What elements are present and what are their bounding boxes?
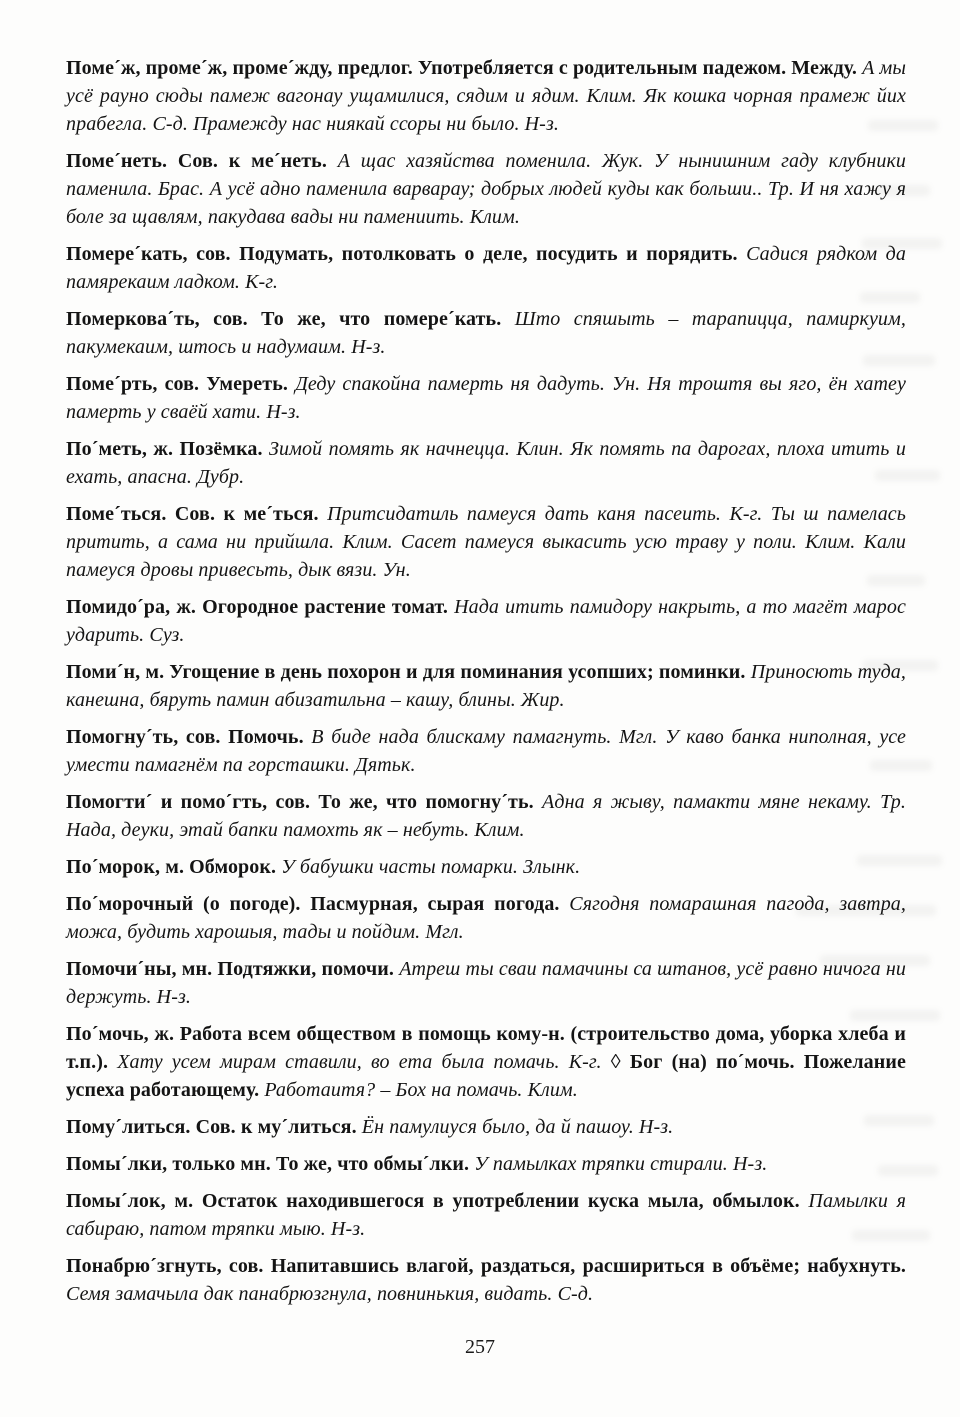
entry-headword-definition: Помогти´ и помо´гть, сов. То же, что помогну´ть. xyxy=(66,791,543,813)
entry-quotation: Садися рядком да памярекаим ладком. К-г. xyxy=(66,243,906,293)
entry-headword-definition: Поме´рть, сов. Умереть. xyxy=(66,373,296,395)
entry-headword-definition: Поме´неть. Сов. к ме´неть. xyxy=(66,150,338,172)
entry-quotation: Нада итить памидору накрыть, а то магёт марос ударить. Суз. xyxy=(66,596,906,646)
entry-headword-definition: По´мочь, ж. Работа всем обществом в помощь кому-н. (строительство дома, уборка хлеба и т.п.). xyxy=(66,1023,906,1073)
dictionary-entry xyxy=(66,788,906,844)
dictionary-entry xyxy=(66,723,906,779)
dictionary-entry xyxy=(66,1113,906,1141)
dictionary-entry xyxy=(66,955,906,1011)
dictionary-entry xyxy=(66,593,906,649)
dictionary-entry xyxy=(66,54,906,138)
dictionary-entry xyxy=(66,658,906,714)
entry-headword-definition: Помогну´ть, сов. Помочь. xyxy=(66,726,312,748)
page-number: 257 xyxy=(465,1336,495,1358)
entry-headword-definition: Померкова´ть, сов. То же, что помере´кать. xyxy=(66,308,515,330)
dictionary-entry xyxy=(66,1187,906,1243)
dictionary-entry xyxy=(66,305,906,361)
entry-quotation: Сягодня помарашная пагода, завтра, можа, будить харошыя, тады и пойдим. Мгл. xyxy=(66,893,906,943)
entry-headword-definition: Поме´ться. Сов. к ме´ться. xyxy=(66,503,328,525)
entry-quotation: А мы усё рауно сюды памеж вагонау ущамилися, сядим и ядим. Клим. Як кошка чорная прамеж йих прабегла. С-д. Прамежду нас ниякай ссоры ни было. Н-з. xyxy=(66,57,907,135)
dictionary-entry xyxy=(66,853,906,881)
dictionary-entry xyxy=(66,1252,906,1308)
entry-quotation: Ён памулиуся было, да й пашоу. Н-з. xyxy=(361,1116,674,1138)
entry-quotation: У памылках тряпки стирали. Н-з. xyxy=(474,1153,768,1175)
entry-quotation: Што спяшыть – тарапицца, памиркуим, пакумекаим, штось и надумаим. Н-з. xyxy=(66,308,906,358)
dictionary-entry xyxy=(66,890,906,946)
entry-headword-definition: Поме´ж, проме´ж, проме´жду, предлог. Употребляется с родительным падежом. Между. xyxy=(66,57,863,79)
dictionary-entry xyxy=(66,1020,906,1104)
entry-quotation: Памылки я сабираю, патом тряпки мыю. Н-з. xyxy=(66,1190,906,1240)
entry-headword-definition: Пому´литься. Сов. к му´литься. xyxy=(66,1116,362,1138)
entry-headword-definition: Понабрю´згнуть, сов. Напитавшись влагой, раздаться, расшириться в объёме; набухнуть. xyxy=(66,1255,906,1277)
entry-headword-definition: ◊ Бог (на) по´мочь. Пожелание успеха работающему. xyxy=(66,1051,906,1101)
entry-quotation: А щас хазяйства поменила. Жук. У нынишним гаду клубники паменила. Брас. А усё адно паменила варварау; добрых людей куды как больши.. Тр. И ня хажу я боле за щавлям, пакудава вады ни памениить. Клим. xyxy=(66,150,906,228)
entry-quotation: У бабушки часты помарки. Злынк. xyxy=(281,856,581,878)
entry-quotation: Приносють туда, канешна, бяруть памин абизатильна – кашу, блины. Жир. xyxy=(66,661,906,711)
entry-quotation: Деду спакойна памерть ня дадуть. Ун. Ня троштя вы яго, ён хатеу памерть у сваёй хати. Н-з. xyxy=(66,373,906,423)
entry-headword-definition: Помочи´ны, мн. Подтяжки, помочи. xyxy=(66,958,400,980)
entry-headword-definition: Помидо´ра, ж. Огородное растение томат. xyxy=(66,596,455,618)
entry-quotation: Атреш ты сваи памачины са штанов, усё равно ничога ни держуть. Н-з. xyxy=(66,958,906,1008)
entry-quotation: Хату усем мирам ставили, во ета была помачь. К-г. xyxy=(117,1051,611,1073)
dictionary-entry xyxy=(66,435,906,491)
entry-quotation: Притсидатиль памеуся дать каня пасеить. К-г. Ты ш памелась притить, а сама ни прийшла. Клим. Сасет памеуся выкасить усю траву у поли. Клим. Кали памеуся дровы привесьть, дык вязи. Ун. xyxy=(66,503,906,581)
entry-headword-definition: Помы´лок, м. Остаток находившегося в употреблении куска мыла, обмылок. xyxy=(66,1190,809,1212)
entry-headword-definition: По´меть, ж. Позёмка. xyxy=(66,438,270,460)
entry-headword-definition: Помы´лки, только мн. То же, что обмы´лки. xyxy=(66,1153,475,1175)
entry-quotation: Зимой помять як начнецца. Клин. Як помять па дарогах, плоха итить и ехать, апасна. Дубр. xyxy=(66,438,906,488)
entry-headword-definition: По´морок, м. Обморок. xyxy=(66,856,282,878)
entries-column xyxy=(66,54,906,1317)
dictionary-entry xyxy=(66,500,906,584)
dictionary-entry xyxy=(66,1150,906,1178)
entry-quotation: Адна я жыву, памакти мяне некаму. Тр. Нада, деуки, этай бапки памохть як – небуть. Клим. xyxy=(66,791,907,841)
entry-quotation: Семя замачыла дак панабрюзгнула, повнинькия, видать. С-д. xyxy=(66,1283,594,1305)
entry-headword-definition: По´морочный (о погоде). Пасмурная, сырая погода. xyxy=(66,893,570,915)
dictionary-entry xyxy=(66,240,906,296)
entry-headword-definition: Поми´н, м. Угощение в день похорон и для поминания усопших; поминки. xyxy=(66,661,751,683)
dictionary-entry xyxy=(66,370,906,426)
entry-headword-definition: Помере´кать, сов. Подумать, потолковать о деле, посудить и порядить. xyxy=(66,243,747,265)
dictionary-entry xyxy=(66,147,906,231)
entry-quotation: В биде нада блискаму памагнуть. Мгл. У каво банка ниполная, усе умести памагнём па горсташки. Дятьк. xyxy=(66,726,906,776)
entry-quotation: Работаитя? – Бох на помачь. Клим. xyxy=(264,1079,578,1101)
